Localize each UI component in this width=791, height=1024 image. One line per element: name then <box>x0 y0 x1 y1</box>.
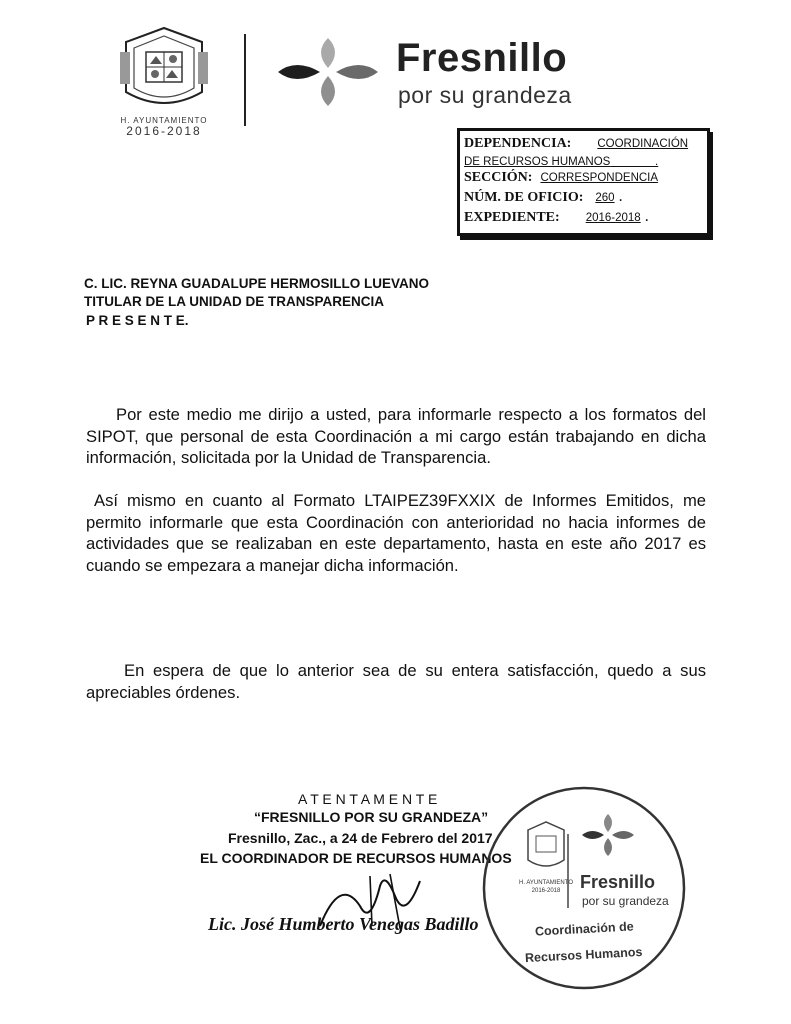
seal-years: 2016-2018 <box>126 124 202 138</box>
fresnillo-flower-logo <box>272 30 386 114</box>
stamp-seal-years: 2016-2018 <box>531 888 561 894</box>
stamp-seal-caption: H. AYUNTAMIENTO <box>518 880 574 886</box>
stamp-department-label-1: Coordinación de <box>534 919 634 939</box>
oficio-row: NÚM. DE OFICIO: 260 . <box>464 188 623 205</box>
body-paragraph-1: Por este medio me dirijo a usted, para informarle respecto a los formatos del SIPOT, que personal de esta Coordinación a mi cargo están trabajando en dicha información, solicitada por la Unidad de Transparencia. <box>86 405 706 467</box>
dependencia-row <box>464 134 688 152</box>
seccion-value: CORRESPONDENCIA <box>540 172 659 184</box>
seccion-label: SECCIÓN: <box>464 170 533 185</box>
closing-slogan: “FRESNILLO POR SU GRANDEZA” <box>254 809 489 825</box>
expediente-value: 2016-2018 <box>585 212 641 224</box>
dependencia-value-2: DE RECURSOS HUMANOS <box>464 156 611 168</box>
body-paragraph-2: Así mismo en cuanto al Formato LTAIPEZ39FXXIX de Informes Emitidos, me permito informarle que esta Coordinación con anterioridad no hacia informes de actividades que se realizaban en este departamento, hasta en este año 2017 es cuando se empezara a manejar dicha información. <box>86 491 706 575</box>
closing-title: EL COORDINADOR DE RECURSOS HUMANOS <box>200 850 512 866</box>
stamp-department-label-2: Recursos Humanos <box>524 944 643 966</box>
addressee-name: C. LIC. REYNA GUADALUPE HERMOSILLO LUEVANO <box>84 276 430 291</box>
brand-name: Fresnillo <box>396 36 568 80</box>
addressee-presente: P R E S E N T E. <box>86 313 189 328</box>
dependencia-value: COORDINACIÓN <box>597 138 689 150</box>
oficio-value: 260 <box>595 192 615 204</box>
stamp-brand-slogan: por su grandeza <box>582 894 669 908</box>
oficio-label: NÚM. DE OFICIO: <box>464 190 584 205</box>
reference-box <box>457 128 710 236</box>
municipal-seal-logo <box>116 22 212 114</box>
closing-place-date: Fresnillo, Zac., a 24 de Febrero del 2017 <box>228 830 493 846</box>
signer-name: Lic. José Humberto Venegas Badillo <box>208 914 479 934</box>
expediente-label: EXPEDIENTE: <box>464 210 560 225</box>
header-divider <box>244 34 246 126</box>
brand-slogan: por su grandeza <box>398 82 572 108</box>
stamp-brand-name: Fresnillo <box>580 872 656 892</box>
seccion-row <box>464 168 658 186</box>
dependencia-row-2: DE RECURSOS HUMANOS . <box>464 156 659 168</box>
dependencia-label: DEPENDENCIA: <box>464 136 572 151</box>
body-paragraph-3: En espera de que lo anterior sea de su entera satisfacción, quedo a sus apreciables órdenes. <box>86 661 706 702</box>
closing-atentamente: A T E N T A M E N T E <box>298 791 438 807</box>
addressee-title: TITULAR DE LA UNIDAD DE TRANSPARENCIA <box>84 294 384 309</box>
expediente-row: EXPEDIENTE: 2016-2018 . <box>464 208 649 225</box>
seal-caption: H. AYUNTAMIENTO <box>120 116 208 125</box>
